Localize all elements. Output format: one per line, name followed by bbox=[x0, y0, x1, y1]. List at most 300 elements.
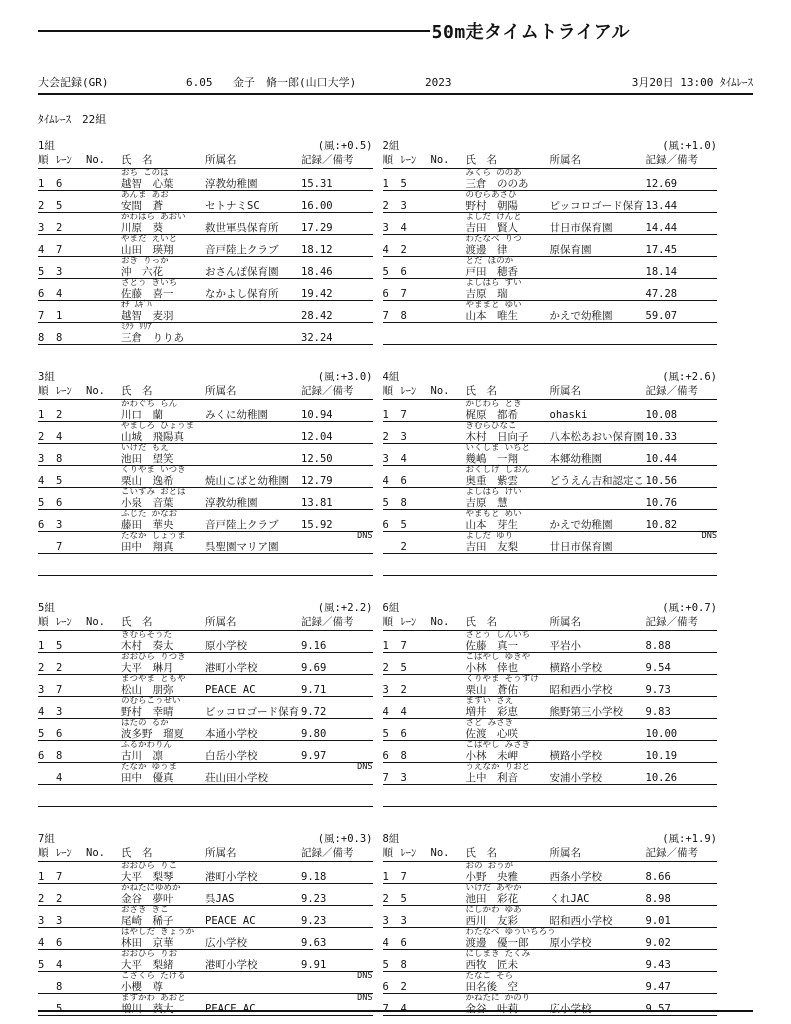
result-row bbox=[383, 994, 718, 1016]
result-row bbox=[383, 653, 718, 675]
kana-line bbox=[383, 719, 718, 728]
kana-line bbox=[38, 213, 373, 222]
team-cell bbox=[550, 497, 646, 509]
kana-line bbox=[383, 488, 718, 497]
name-cell: 幾嶋 一翔 bbox=[465, 453, 518, 465]
main-line bbox=[383, 981, 718, 993]
result-row bbox=[383, 510, 718, 532]
main-line bbox=[383, 640, 718, 652]
rank-cell: 3 bbox=[382, 222, 389, 234]
col-record: 記録／備考 bbox=[301, 616, 354, 628]
no-cell bbox=[431, 981, 466, 993]
team-cell: PEACE AC bbox=[205, 1003, 256, 1015]
rank-cell: 1 bbox=[382, 178, 389, 190]
kana-line bbox=[383, 510, 718, 519]
team-cell: 昭和西小学校 bbox=[549, 915, 613, 927]
group-label: 8組 bbox=[382, 833, 400, 845]
col-team: 所属名 bbox=[549, 385, 581, 397]
no-cell bbox=[86, 409, 121, 421]
kana-text: こいずみ おとは bbox=[121, 487, 186, 497]
col-rank: 順 bbox=[38, 385, 49, 397]
lane-cell: 3 bbox=[400, 431, 407, 443]
kana-text: やままと ゆい bbox=[465, 300, 522, 310]
result-row bbox=[38, 972, 373, 994]
rank-cell: 5 bbox=[382, 959, 389, 971]
team-cell bbox=[205, 431, 301, 443]
kana-line bbox=[383, 906, 718, 915]
rank-cell: 6 bbox=[382, 519, 389, 531]
main-line bbox=[383, 431, 718, 443]
kana-text: おおひら りつき bbox=[121, 652, 186, 662]
empty-row bbox=[38, 1016, 373, 1024]
col-name: 氏 名 bbox=[121, 385, 153, 397]
result-row bbox=[38, 884, 373, 906]
result-row bbox=[383, 488, 718, 510]
no-cell bbox=[86, 981, 121, 993]
kana-text: いくしま いちと bbox=[465, 443, 531, 453]
kana-text: おざき きこ bbox=[121, 905, 169, 915]
result-row bbox=[38, 719, 373, 741]
name-cell: 吉原 瑞 bbox=[465, 288, 508, 300]
name-cell: 木村 日向子 bbox=[465, 431, 529, 443]
kana-line bbox=[383, 697, 718, 706]
kana-line bbox=[383, 191, 718, 200]
column-header bbox=[38, 154, 373, 169]
column-header bbox=[383, 616, 718, 631]
kana-text: ますい さえ bbox=[465, 696, 514, 706]
kana-line bbox=[38, 400, 373, 409]
group-section bbox=[38, 140, 373, 345]
lane-cell: 8 bbox=[400, 497, 407, 509]
name-cell: 渡邊 優一郎 bbox=[465, 937, 529, 949]
rank-cell: 3 bbox=[38, 915, 45, 927]
rank-cell: 6 bbox=[38, 750, 45, 762]
lane-cell: 2 bbox=[56, 409, 63, 421]
no-cell bbox=[86, 178, 121, 190]
no-cell bbox=[86, 706, 121, 718]
rank-cell bbox=[38, 981, 56, 993]
col-team: 所属名 bbox=[205, 616, 237, 628]
kana-text: こざくら たける bbox=[121, 971, 186, 981]
team-cell bbox=[550, 959, 646, 971]
no-cell bbox=[86, 959, 121, 971]
col-lane: ﾚｰﾝ bbox=[400, 385, 417, 397]
rank-cell: 3 bbox=[38, 453, 45, 465]
result-row bbox=[383, 950, 718, 972]
rank-cell: 5 bbox=[38, 266, 45, 278]
team-cell: みくに幼稚園 bbox=[205, 409, 268, 421]
record-cell: 10.94 bbox=[301, 409, 333, 421]
kana-text: おき りっか bbox=[121, 256, 169, 266]
record-cell: 12.69 bbox=[645, 178, 678, 190]
dns-note: DNS bbox=[357, 762, 373, 772]
kana-text: おくしげ しおん bbox=[465, 465, 531, 475]
rank-cell: 3 bbox=[382, 915, 389, 927]
main-line bbox=[38, 288, 373, 300]
name-cell: 大平 梨緒 bbox=[121, 959, 174, 971]
result-row bbox=[383, 928, 718, 950]
lane-cell: 3 bbox=[400, 915, 407, 927]
name-cell: 川原 葵 bbox=[121, 222, 163, 234]
record-cell: 17.29 bbox=[301, 222, 333, 234]
name-cell: 西牧 匠未 bbox=[465, 959, 518, 971]
result-row bbox=[383, 532, 718, 554]
no-cell bbox=[86, 662, 121, 674]
column-header bbox=[38, 385, 373, 400]
kana-line bbox=[383, 741, 718, 750]
rank-cell: 1 bbox=[382, 871, 389, 883]
team-cell: ピッコロゴード保育 bbox=[549, 200, 644, 212]
no-cell bbox=[86, 640, 121, 652]
no-cell bbox=[431, 310, 466, 322]
kana-text: わたなべ りつ bbox=[465, 234, 522, 244]
kana-text: かわぐち らん bbox=[121, 399, 178, 409]
kana-line bbox=[383, 235, 718, 244]
kana-text: ふじた かなお bbox=[121, 509, 178, 519]
no-cell bbox=[86, 431, 121, 443]
kana-text: かねたにゆめか bbox=[121, 883, 181, 893]
team-cell: セトナミSC bbox=[205, 200, 260, 212]
kana-line bbox=[383, 257, 718, 266]
lane-cell: 6 bbox=[400, 728, 407, 740]
kana-text: のむらこうせい bbox=[121, 696, 181, 706]
kana-line bbox=[38, 631, 373, 640]
result-row bbox=[38, 169, 373, 191]
rank-cell: 7 bbox=[382, 1003, 389, 1015]
team-cell: 原小学校 bbox=[549, 937, 592, 949]
kana-line bbox=[38, 741, 373, 750]
wind-label: (風:+3.0) bbox=[317, 371, 373, 383]
lane-cell: 2 bbox=[400, 981, 407, 993]
kana-line bbox=[383, 862, 718, 871]
lane-cell: 7 bbox=[56, 871, 63, 883]
kana-text: きむらそうた bbox=[121, 630, 173, 640]
result-row bbox=[383, 444, 718, 466]
dns-note: DNS bbox=[357, 993, 373, 1003]
record-cell: 12.79 bbox=[301, 475, 333, 487]
lane-cell: 5 bbox=[400, 893, 407, 905]
no-cell bbox=[431, 640, 466, 652]
name-cell: 小林 倖也 bbox=[465, 662, 518, 674]
kana-text: さとう きいち bbox=[121, 278, 178, 288]
kana-line bbox=[383, 422, 718, 431]
team-cell: どうえん吉和認定こ bbox=[549, 475, 644, 487]
main-line bbox=[38, 332, 373, 344]
rank-cell: 7 bbox=[38, 310, 45, 322]
lane-cell: 4 bbox=[400, 453, 407, 465]
result-row bbox=[383, 972, 718, 994]
record-cell bbox=[301, 1003, 373, 1015]
record-cell: 59.07 bbox=[645, 310, 678, 322]
result-row bbox=[383, 191, 718, 213]
team-cell: 広小学校 bbox=[205, 937, 247, 949]
main-line bbox=[38, 871, 373, 883]
main-line bbox=[38, 750, 373, 762]
kana-line bbox=[383, 928, 718, 937]
record-cell: 9.54 bbox=[645, 662, 671, 674]
team-cell: 本郷幼稚園 bbox=[549, 453, 602, 465]
record-cell: 10.76 bbox=[645, 497, 678, 509]
kana-line bbox=[383, 763, 718, 772]
name-cell: 吉田 賢人 bbox=[465, 222, 518, 234]
lane-cell: 4 bbox=[56, 288, 63, 300]
rank-cell: 3 bbox=[38, 684, 45, 696]
result-row bbox=[38, 950, 373, 972]
result-row bbox=[38, 213, 373, 235]
kana-line bbox=[383, 653, 718, 662]
kana-text: のむらあさひ bbox=[465, 190, 517, 200]
kana-line bbox=[38, 862, 373, 871]
col-team: 所属名 bbox=[549, 847, 581, 859]
name-cell: 小林 未岬 bbox=[465, 750, 518, 762]
lane-cell: 5 bbox=[400, 178, 407, 190]
kana-text: かねたに かのり bbox=[465, 993, 531, 1003]
lane-cell: 6 bbox=[400, 266, 407, 278]
name-cell: 上中 利音 bbox=[465, 772, 518, 784]
col-lane: ﾚｰﾝ bbox=[400, 847, 417, 859]
team-cell bbox=[205, 981, 301, 993]
rank-cell bbox=[38, 772, 56, 784]
no-cell bbox=[431, 266, 466, 278]
record-cell: 10.00 bbox=[645, 728, 678, 740]
no-cell bbox=[431, 1003, 466, 1015]
record-cell: 9.47 bbox=[645, 981, 671, 993]
group-label: 7組 bbox=[38, 833, 55, 845]
meet-record-holder: 金子 脩一郎(山口大学) bbox=[233, 76, 357, 89]
name-cell: 梶原 都希 bbox=[465, 409, 518, 421]
team-cell: 救世軍呉保育所 bbox=[205, 222, 279, 234]
kana-line bbox=[383, 532, 718, 541]
record-cell: 9.18 bbox=[301, 871, 327, 883]
wind-label: (風:+0.5) bbox=[317, 140, 373, 152]
rank-cell: 7 bbox=[382, 310, 389, 322]
name-cell: 池田 彩花 bbox=[465, 893, 518, 905]
main-line bbox=[38, 222, 373, 234]
group-label: 4組 bbox=[382, 371, 400, 383]
no-cell bbox=[431, 409, 466, 421]
main-line bbox=[383, 684, 718, 696]
no-cell bbox=[86, 332, 121, 344]
kana-text: こばやし ゆきや bbox=[465, 652, 531, 662]
main-line bbox=[38, 706, 373, 718]
col-record: 記録／備考 bbox=[645, 616, 698, 628]
kana-text: にしまき たくみ bbox=[465, 949, 531, 959]
record-cell: 32.24 bbox=[301, 332, 333, 344]
result-row bbox=[383, 719, 718, 741]
group-header bbox=[383, 602, 718, 616]
no-cell bbox=[86, 310, 121, 322]
result-row bbox=[38, 510, 373, 532]
main-line bbox=[383, 200, 718, 212]
lane-cell: 3 bbox=[56, 915, 63, 927]
group-label: 3組 bbox=[38, 371, 55, 383]
main-line bbox=[383, 266, 718, 278]
group-section bbox=[383, 371, 718, 576]
lane-cell: 6 bbox=[400, 475, 407, 487]
name-cell: 野村 幸晴 bbox=[121, 706, 174, 718]
no-cell bbox=[431, 893, 466, 905]
kana-text: くりやま いつき bbox=[121, 465, 186, 475]
name-cell: 三倉 りりあ bbox=[121, 332, 184, 344]
group-section bbox=[383, 602, 718, 807]
team-cell: 横路小学校 bbox=[549, 750, 602, 762]
rank-cell: 8 bbox=[38, 332, 45, 344]
page-title: 50m走タイムトライアル bbox=[431, 22, 630, 43]
lane-cell: 3 bbox=[56, 266, 63, 278]
col-record: 記録／備考 bbox=[645, 154, 698, 166]
name-cell: 藤田 華央 bbox=[121, 519, 174, 531]
lane-cell: 4 bbox=[400, 222, 407, 234]
result-row bbox=[38, 532, 373, 554]
column-header bbox=[383, 847, 718, 862]
kana-line bbox=[383, 994, 718, 1003]
team-cell: ビッコロゴード保育 bbox=[205, 706, 300, 718]
team-cell: 港町小学校 bbox=[205, 662, 258, 674]
main-line bbox=[383, 937, 718, 949]
record-cell: 13.44 bbox=[645, 200, 678, 212]
main-line bbox=[38, 662, 373, 674]
record-cell: 9.63 bbox=[301, 937, 327, 949]
col-team: 所属名 bbox=[205, 154, 237, 166]
kana-text: くりやま そうすけ bbox=[465, 674, 539, 684]
record-cell: 12.04 bbox=[301, 431, 333, 443]
kana-line bbox=[383, 675, 718, 684]
kana-text: やまもと めい bbox=[465, 509, 522, 519]
team-cell: かえで幼稚園 bbox=[549, 310, 613, 322]
team-cell bbox=[550, 178, 646, 190]
main-line bbox=[383, 871, 718, 883]
lane-cell: 6 bbox=[56, 178, 63, 190]
team-cell: 安浦小学校 bbox=[549, 772, 602, 784]
lane-cell: 8 bbox=[56, 750, 63, 762]
main-line bbox=[38, 640, 373, 652]
rank-cell: 6 bbox=[38, 519, 45, 531]
kana-text: たなか しょうま bbox=[121, 531, 186, 541]
no-cell bbox=[431, 497, 466, 509]
record-cell: 9.01 bbox=[645, 915, 671, 927]
result-row bbox=[383, 906, 718, 928]
team-cell bbox=[550, 981, 646, 993]
kana-line bbox=[383, 466, 718, 475]
no-cell bbox=[86, 266, 121, 278]
main-line bbox=[38, 772, 373, 784]
col-lane: ﾚｰﾝ bbox=[56, 847, 72, 859]
result-row bbox=[383, 862, 718, 884]
lane-cell: 2 bbox=[400, 541, 407, 553]
kana-line bbox=[38, 235, 373, 244]
lane-cell: 7 bbox=[56, 684, 63, 696]
kana-line bbox=[38, 191, 373, 200]
no-cell bbox=[431, 959, 466, 971]
rank-cell: 7 bbox=[382, 772, 389, 784]
main-line bbox=[38, 453, 373, 465]
team-cell: PEACE AC bbox=[205, 684, 256, 696]
record-cell: 13.81 bbox=[301, 497, 333, 509]
lane-cell: 7 bbox=[56, 244, 63, 256]
wind-label: (風:+1.9) bbox=[662, 833, 717, 845]
lane-cell: 3 bbox=[400, 772, 407, 784]
group-header bbox=[38, 602, 373, 616]
team-cell: 昭和西小学校 bbox=[549, 684, 613, 696]
col-name: 氏 名 bbox=[121, 154, 153, 166]
result-row bbox=[383, 235, 718, 257]
name-cell: 山城 飛陽真 bbox=[121, 431, 184, 443]
result-row bbox=[38, 763, 373, 785]
col-rank: 順 bbox=[382, 616, 393, 628]
record-cell: 9.73 bbox=[645, 684, 671, 696]
kana-line bbox=[383, 169, 718, 178]
rank-cell: 4 bbox=[382, 475, 389, 487]
no-cell bbox=[86, 684, 121, 696]
empty-row bbox=[383, 323, 718, 345]
main-line bbox=[383, 728, 718, 740]
col-record: 記録／備考 bbox=[301, 847, 354, 859]
meet-record-schedule: 3月20日 13:00 ﾀｲﾑﾚｰｽ bbox=[631, 76, 753, 89]
lane-cell: 8 bbox=[400, 750, 407, 762]
record-cell: 47.28 bbox=[645, 288, 678, 300]
record-cell: 14.44 bbox=[645, 222, 678, 234]
kana-text: かじわら とき bbox=[465, 399, 522, 409]
kana-text: あんま あお bbox=[121, 190, 169, 200]
col-no: No. bbox=[430, 385, 450, 397]
rank-cell: 5 bbox=[382, 266, 389, 278]
column-header bbox=[383, 154, 718, 169]
col-no: No. bbox=[430, 847, 450, 859]
no-cell bbox=[86, 893, 121, 905]
kana-line bbox=[38, 972, 373, 981]
col-no: No. bbox=[430, 616, 450, 628]
record-cell: 17.45 bbox=[645, 244, 678, 256]
rank-cell bbox=[38, 1003, 56, 1015]
meet-record-label: 大会記録(GR) bbox=[38, 76, 109, 89]
team-cell: おさんぽ保育園 bbox=[205, 266, 279, 278]
col-record: 記録／備考 bbox=[301, 154, 354, 166]
record-cell: 10.82 bbox=[645, 519, 678, 531]
record-cell: 10.19 bbox=[645, 750, 678, 762]
result-row bbox=[38, 906, 373, 928]
group-header bbox=[383, 833, 718, 847]
kana-text: さとう しんいち bbox=[465, 630, 531, 640]
name-cell: 尾崎 稀子 bbox=[121, 915, 174, 927]
name-cell: 増井 彩恵 bbox=[465, 706, 518, 718]
name-cell: 波多野 瑠夏 bbox=[121, 728, 184, 740]
record-cell: 8.88 bbox=[645, 640, 671, 652]
name-cell: 山田 瑛翔 bbox=[121, 244, 174, 256]
rank-cell: 6 bbox=[382, 288, 389, 300]
team-cell: 呉聖園マリア園 bbox=[205, 541, 279, 553]
result-row bbox=[383, 675, 718, 697]
result-row bbox=[38, 653, 373, 675]
kana-line bbox=[383, 279, 718, 288]
group-section bbox=[38, 833, 373, 1024]
name-cell: 栗山 逸希 bbox=[121, 475, 174, 487]
main-line bbox=[383, 453, 718, 465]
result-row bbox=[383, 697, 718, 719]
no-cell bbox=[431, 728, 466, 740]
lane-cell: 5 bbox=[56, 475, 63, 487]
record-cell: 9.91 bbox=[301, 959, 327, 971]
record-cell: 16.00 bbox=[301, 200, 333, 212]
group-section bbox=[383, 140, 718, 345]
col-name: 氏 名 bbox=[121, 847, 153, 859]
rank-cell: 1 bbox=[382, 640, 389, 652]
no-cell bbox=[431, 244, 466, 256]
name-cell: 小泉 音葉 bbox=[121, 497, 174, 509]
lane-cell: 8 bbox=[56, 332, 63, 344]
main-line bbox=[38, 915, 373, 927]
result-row bbox=[38, 422, 373, 444]
kana-text: さど みさき bbox=[465, 718, 514, 728]
